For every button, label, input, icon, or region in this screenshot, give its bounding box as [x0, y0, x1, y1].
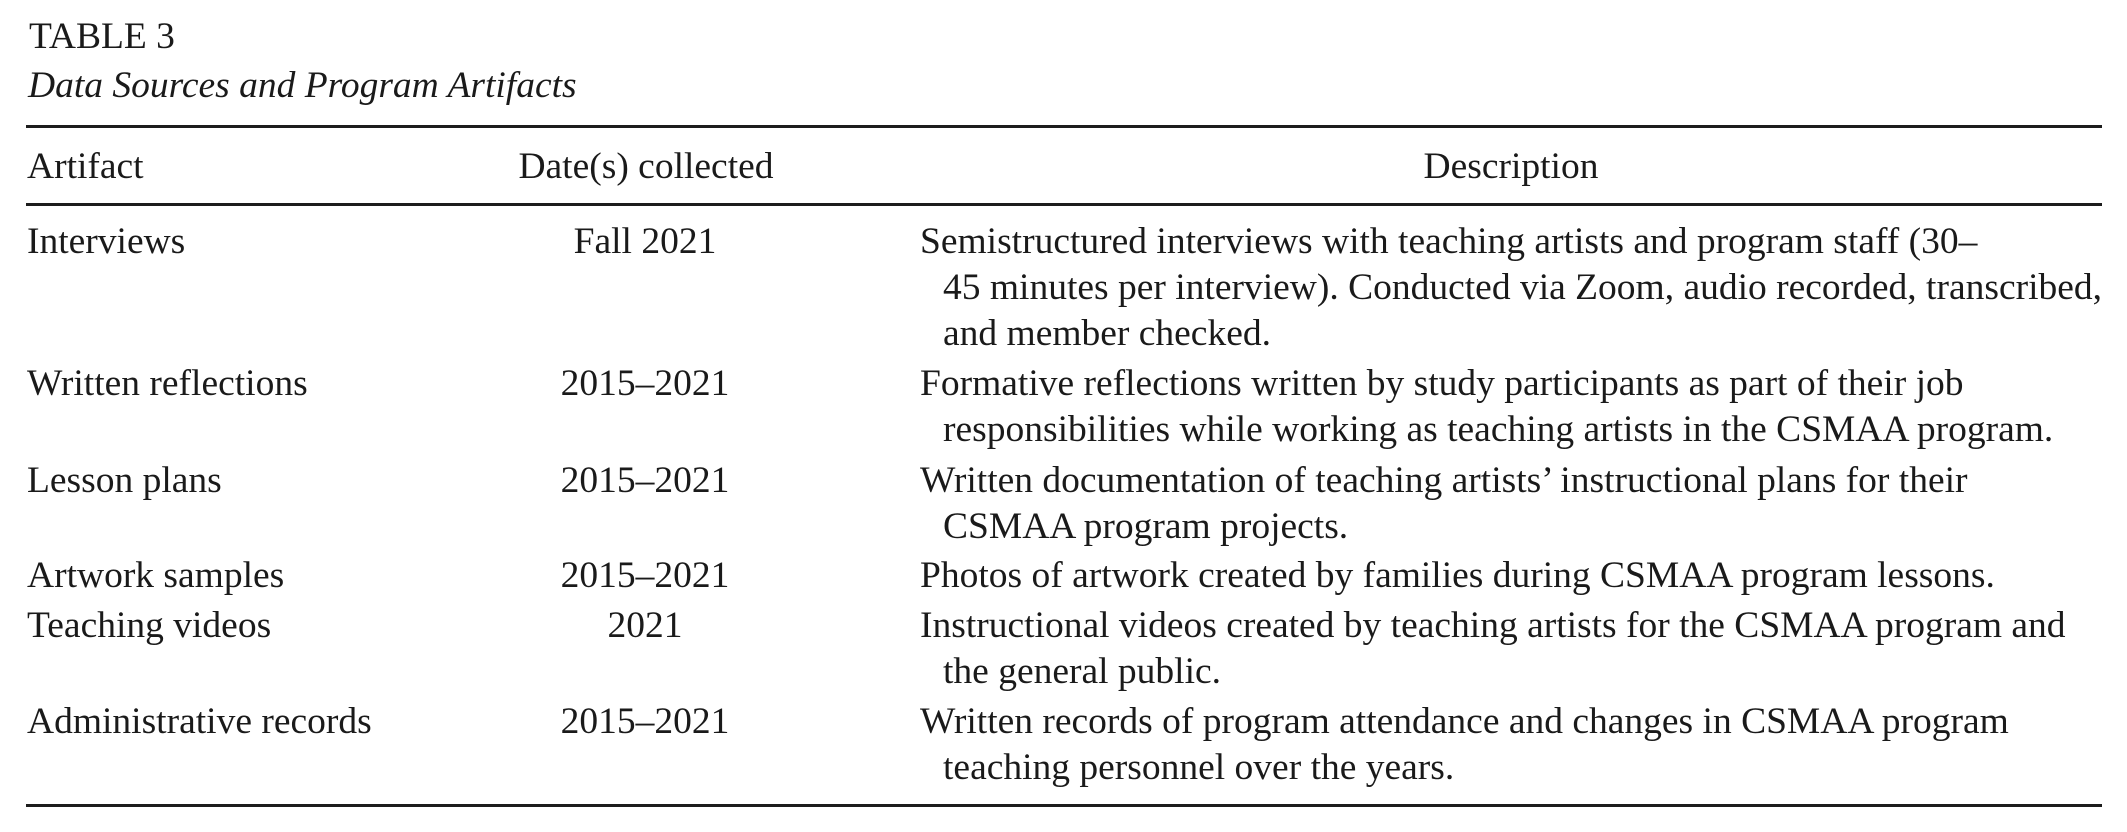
description-cell — [920, 458, 2110, 550]
description-line: CSMAA program projects. — [943, 506, 1349, 547]
description-line: Written documentation of teaching artists’ instructional plans for their — [920, 460, 1968, 501]
column-header-description: Description — [1423, 146, 1599, 187]
description-line: and member checked. — [943, 313, 1271, 354]
description-line: 45 minutes per interview). Conducted via Zoom, audio recorded, transcribed, — [943, 267, 2103, 308]
description-line: Semistructured interviews with teaching artists and program staff (30– — [920, 221, 1978, 262]
artifact-cell: Artwork samples — [27, 555, 285, 596]
description-line: teaching personnel over the years. — [943, 747, 1455, 788]
description-line: Formative reflections written by study participants as part of their job — [920, 363, 1964, 404]
column-header-date: Date(s) collected — [518, 146, 774, 187]
description-cell — [920, 603, 2110, 695]
description-cell — [920, 361, 2110, 453]
column-header-artifact: Artifact — [27, 146, 144, 187]
table-label: TABLE 3 — [29, 16, 175, 57]
date-cell: 2015–2021 — [560, 701, 730, 742]
artifact-cell: Lesson plans — [27, 460, 222, 501]
artifact-cell: Interviews — [27, 221, 186, 262]
date-cell: 2021 — [607, 605, 683, 646]
top-rule — [26, 125, 2102, 128]
description-line: responsibilities while working as teaching artists in the CSMAA program. — [943, 409, 2054, 450]
date-cell: 2015–2021 — [560, 555, 730, 596]
description-cell — [920, 553, 2110, 599]
description-line: the general public. — [943, 651, 1222, 692]
date-cell: 2015–2021 — [560, 460, 730, 501]
description-cell — [920, 219, 2110, 357]
date-cell: 2015–2021 — [560, 363, 730, 404]
description-line: Instructional videos created by teaching artists for the CSMAA program and — [920, 605, 2066, 646]
description-cell — [920, 699, 2110, 791]
artifact-cell: Administrative records — [27, 701, 372, 742]
table-title: Data Sources and Program Artifacts — [28, 65, 577, 106]
artifact-cell: Written reflections — [27, 363, 308, 404]
bottom-rule — [26, 804, 2102, 807]
artifact-cell: Teaching videos — [27, 605, 272, 646]
description-line: Photos of artwork created by families during CSMAA program lessons. — [920, 555, 1995, 596]
date-cell: Fall 2021 — [573, 221, 717, 262]
description-line: Written records of program attendance and changes in CSMAA program — [920, 701, 2009, 742]
header-rule — [26, 203, 2102, 206]
